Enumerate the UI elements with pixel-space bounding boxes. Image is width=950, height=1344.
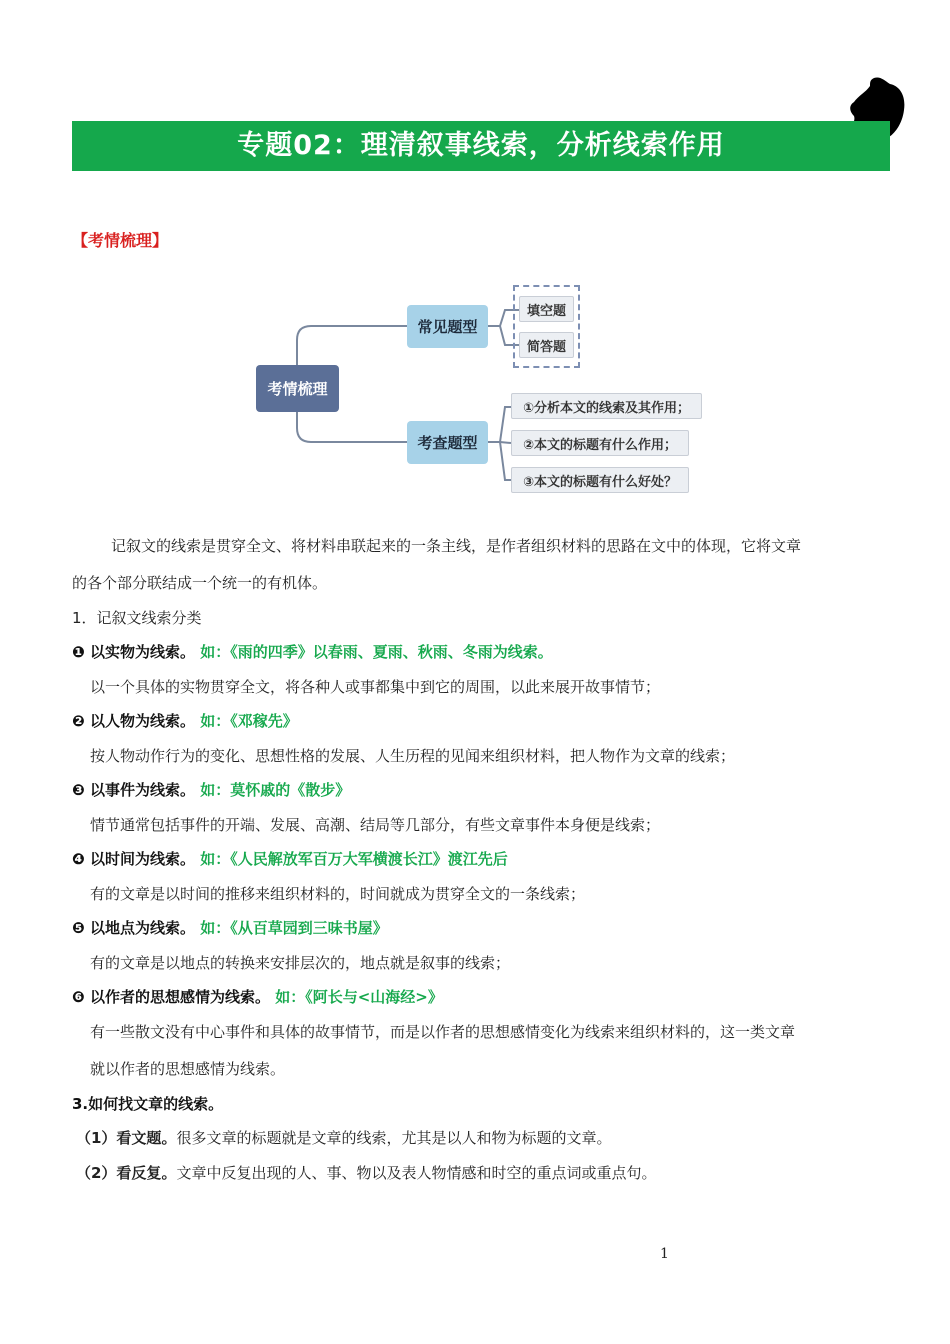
item-label: 以事件为线索。 — [89, 781, 195, 799]
item-number: ❷ — [72, 712, 85, 730]
item-description: 按人物动作行为的变化、思想性格的发展、人生历程的见闻来组织材料，把人物作为文章的线索； — [90, 747, 736, 765]
find-item-label: （1）看文题。 — [76, 1129, 177, 1147]
clue-item-heading — [72, 711, 298, 731]
mindmap-root: 考情梳理 — [256, 365, 339, 412]
item-description: 情节通常包括事件的开端、发展、高潮、结局等几部分，有些文章事件本身便是线索； — [90, 816, 661, 834]
mindmap-branch-exam-types: 考查题型 — [407, 421, 488, 464]
item-description: 就以作者的思想感情为线索。 — [90, 1060, 286, 1078]
clue-item-heading — [72, 849, 508, 869]
page-number: 1 — [660, 1246, 669, 1262]
item-example: 如：《人民解放军百万大军横渡长江》渡江先后 — [200, 850, 508, 868]
classify-heading: 1．记叙文线索分类 — [72, 609, 202, 627]
find-item-text: 很多文章的标题就是文章的线索，尤其是以人和物为标题的文章。 — [176, 1129, 612, 1147]
item-label: 以地点为线索。 — [89, 919, 195, 937]
item-description: 有的文章是以地点的转换来安排层次的，地点就是叙事的线索； — [90, 954, 511, 972]
intro-paragraph-line: 记叙文的线索是贯穿全文、将材料串联起来的一条主线，是作者组织材料的思路在文中的体现，它将文章 — [111, 537, 802, 555]
find-clue-item — [76, 1128, 611, 1148]
mindmap-branch-common-types: 常见题型 — [407, 305, 488, 348]
item-label: 以人物为线索。 — [89, 712, 195, 730]
section-tag: 【考情梳理】 — [72, 231, 169, 250]
item-label: 以作者的思想感情为线索。 — [89, 988, 270, 1006]
item-number: ❺ — [72, 919, 85, 937]
clue-item-heading — [72, 918, 388, 938]
mindmap-leaf-exam-3: ③本文的标题有什么好处？ — [511, 467, 689, 493]
find-clue-heading: 3.如何找文章的线索。 — [72, 1095, 224, 1113]
item-number: ❻ — [72, 988, 85, 1006]
find-item-label: （2）看反复。 — [76, 1164, 177, 1182]
item-description: 有一些散文没有中心事件和具体的故事情节，而是以作者的思想感情变化为线索来组织材料的，这一类文章 — [90, 1023, 796, 1041]
mindmap-leaf-fill-in: 填空题 — [519, 296, 574, 322]
mindmap-leaf-short-answer: 简答题 — [519, 332, 574, 358]
item-number: ❸ — [72, 781, 85, 799]
item-example: 如：《雨的四季》以春雨、夏雨、秋雨、冬雨为线索。 — [200, 643, 553, 661]
find-clue-item — [76, 1163, 656, 1183]
clue-item-heading — [72, 780, 350, 800]
item-description: 以一个具体的实物贯穿全文，将各种人或事都集中到它的周围，以此来展开故事情节； — [90, 678, 661, 696]
item-number: ❶ — [72, 643, 85, 661]
item-label: 以时间为线索。 — [89, 850, 195, 868]
item-description: 有的文章是以时间的推移来组织材料的，时间就成为贯穿全文的一条线索； — [90, 885, 586, 903]
item-example: 如：莫怀戚的《散步》 — [200, 781, 351, 799]
item-label: 以实物为线索。 — [89, 643, 195, 661]
item-number: ❹ — [72, 850, 85, 868]
item-example: 如：《邓稼先》 — [200, 712, 298, 730]
page-title-banner: 专题02：理清叙事线索，分析线索作用 — [72, 121, 890, 171]
clue-item-heading — [72, 642, 553, 662]
mindmap-leaf-exam-2: ②本文的标题有什么作用； — [511, 430, 689, 456]
item-example: 如：《阿长与<山海经>》 — [275, 988, 443, 1006]
mindmap-leaf-exam-1: ①分析本文的线索及其作用； — [511, 393, 702, 419]
intro-paragraph-line: 的各个部分联结成一个统一的有机体。 — [72, 574, 328, 592]
item-example: 如：《从百草园到三味书屋》 — [200, 919, 388, 937]
clue-item-heading — [72, 987, 443, 1007]
find-item-text: 文章中反复出现的人、事、物以及表人物情感和时空的重点词或重点句。 — [176, 1164, 657, 1182]
